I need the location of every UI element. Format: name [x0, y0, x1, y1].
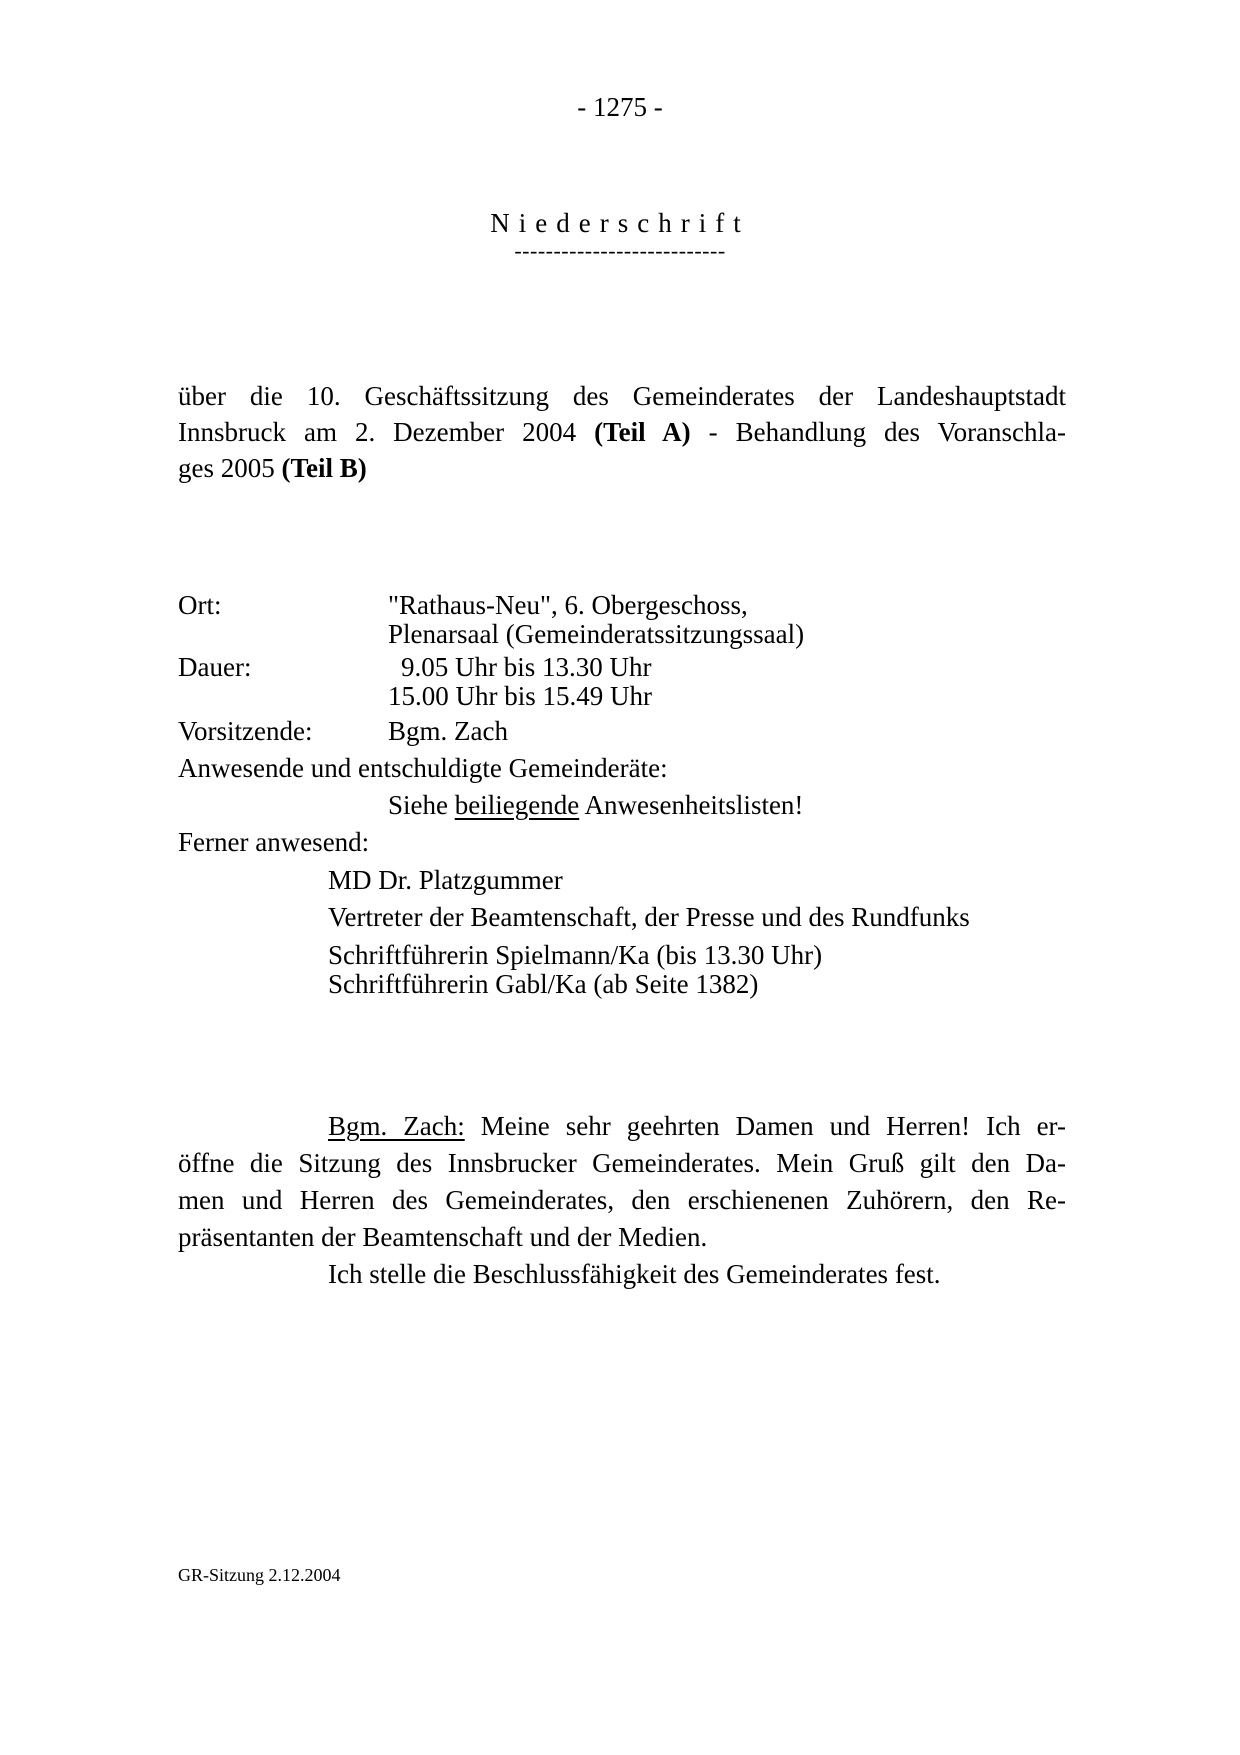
intro-line-2: Innsbruck am 2. Dezember 2004 (Teil A) - Behandlung des Voranschla-	[178, 417, 1067, 447]
opening-speech	[178, 1108, 1066, 1293]
beiliegende-underlined: beiliegende	[454, 790, 580, 820]
ferner-anwesend-label: Ferner anwesend:	[178, 827, 370, 857]
ort-value-line-1: "Rathaus-Neu", 6. Obergeschoss,	[388, 590, 748, 620]
ferner-item-3: Schriftführerin Spielmann/Ka (bis 13.30 Uhr)	[328, 940, 823, 970]
speech-line-5: Ich stelle die Beschlussfähigkeit des Gemeinderates fest.	[328, 1259, 941, 1289]
dauer-value-line-1: 9.05 Uhr bis 13.30 Uhr	[401, 652, 652, 682]
ferner-item-1: MD Dr. Platzgummer	[328, 865, 563, 895]
anwesende-label: Anwesende und entschuldigte Gemeinderäte:	[178, 753, 668, 783]
dauer-label: Dauer:	[178, 652, 252, 682]
speaker-name: Bgm. Zach:	[328, 1111, 465, 1141]
speech-line-1: Bgm. Zach: Meine sehr geehrten Damen und Herren! Ich er-	[328, 1111, 1066, 1141]
vorsitzende-value: Bgm. Zach	[388, 716, 508, 746]
dauer-value-line-2: 15.00 Uhr bis 15.49 Uhr	[388, 681, 652, 711]
ort-value-line-2: Plenarsaal (Gemeinderatssitzungssaal)	[388, 619, 805, 649]
intro-paragraph	[178, 378, 1066, 486]
anwesende-value: Siehe beiliegende Anwesenheitslisten!	[388, 790, 804, 820]
speech-line-3: men und Herren des Gemeinderates, den erschienenen Zuhörern, den Re-	[178, 1185, 1066, 1215]
teil-a-label: (Teil A)	[594, 417, 691, 447]
vorsitzende-label: Vorsitzende:	[178, 716, 313, 746]
page-number: - 1275 -	[577, 92, 663, 122]
speech-line-4: präsentanten der Beamtenschaft und der Medien.	[178, 1222, 708, 1252]
document-title: Niederschrift	[490, 208, 750, 238]
footer-session-date: GR-Sitzung 2.12.2004	[178, 1565, 341, 1585]
intro-line-1: über die 10. Geschäftssitzung des Gemeinderates der Landeshauptstadt	[178, 381, 1066, 411]
ort-label: Ort:	[178, 590, 222, 620]
intro-line-3: ges 2005 (Teil B)	[178, 453, 367, 483]
ferner-item-2: Vertreter der Beamtenschaft, der Presse und des Rundfunks	[328, 902, 970, 932]
speech-line-2: öffne die Sitzung des Innsbrucker Gemeinderates. Mein Gruß gilt den Da-	[178, 1148, 1066, 1178]
teil-b-label: (Teil B)	[281, 453, 367, 483]
ferner-item-4: Schriftführerin Gabl/Ka (ab Seite 1382)	[328, 969, 759, 999]
title-underline-rule: ---------------------------	[514, 238, 726, 263]
